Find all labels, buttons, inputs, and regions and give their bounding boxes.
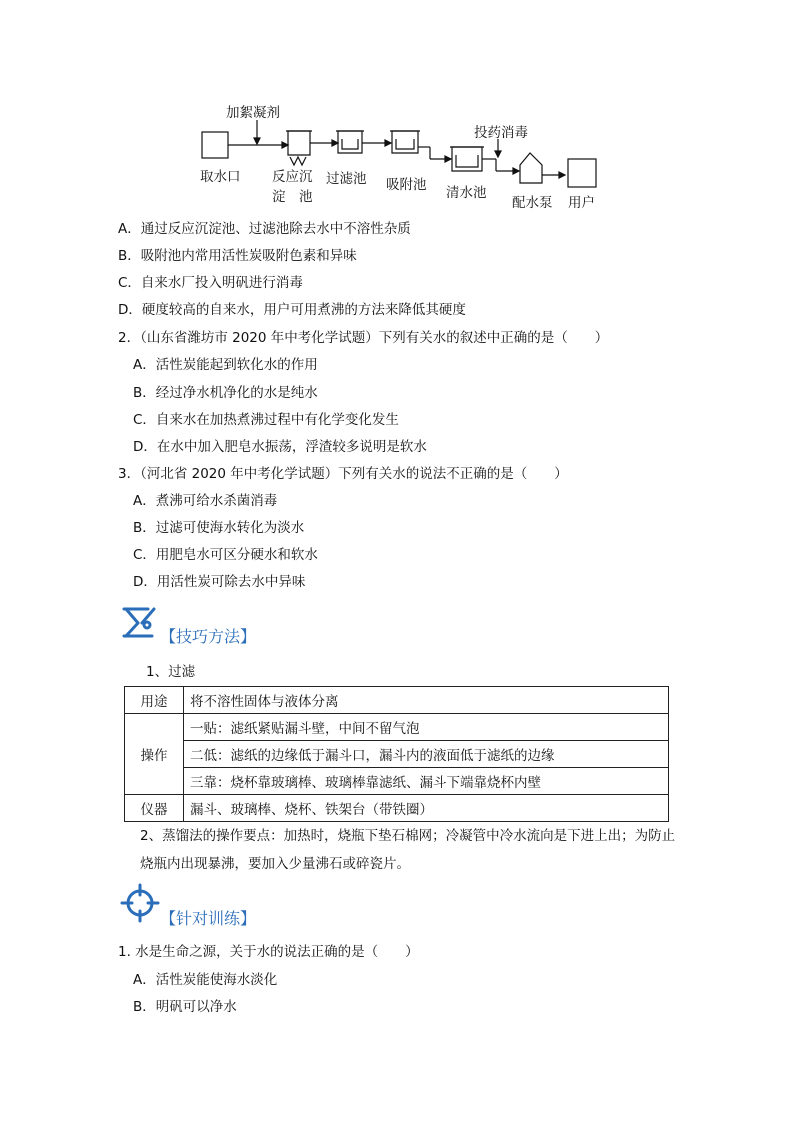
q3-option-d: D．用活性炭可除去水中异味 xyxy=(133,574,306,590)
q1-option-d: D．硬度较高的自来水，用户可用煮沸的方法来降低其硬度 xyxy=(118,302,466,318)
table-row xyxy=(125,768,669,795)
skills-title: 【技巧方法】 xyxy=(160,627,257,646)
q2-option-b: B．经过净水机净化的水是纯水 xyxy=(133,385,318,401)
flocculant-label: 加絮凝剂 xyxy=(226,105,280,121)
operation-2: 二低：滤纸的边缘低于漏斗口，漏斗内的液面低于滤纸的边缘 xyxy=(184,741,669,768)
q2-option-c: C．自来水在加热煮沸过程中有化学变化发生 xyxy=(133,412,399,428)
pump-shape xyxy=(520,153,542,183)
stage-clean-water: 清水池 xyxy=(446,185,487,201)
q2-option-a: A．活性炭能起到软化水的作用 xyxy=(133,357,318,373)
table-row xyxy=(125,741,669,768)
use-label: 用途 xyxy=(125,687,184,714)
water-treatment-diagram xyxy=(190,95,610,215)
filtration-table xyxy=(124,686,669,822)
stage-filter: 过滤池 xyxy=(326,171,367,187)
q1-option-c: C．自来水厂投入明矾进行消毒 xyxy=(118,275,303,291)
stage-reaction-1: 反应沉 xyxy=(272,169,313,185)
use-value: 将不溶性固体与液体分离 xyxy=(184,687,669,714)
stage-user: 用户 xyxy=(568,195,595,211)
table-row xyxy=(125,714,669,741)
training-q1-option-a: A．活性炭能使海水淡化 xyxy=(133,972,278,988)
distillation-paragraph: 2、蒸馏法的操作要点：加热时，烧瓶下垫石棉网；冷凝管中冷水流向是下进上出；为防止烧瓶内出现暴沸，要加入少量沸石或碎瓷片。 xyxy=(140,828,676,872)
disinfect-label: 投药消毒 xyxy=(474,125,528,141)
stage-pump: 配水泵 xyxy=(512,195,553,211)
skills-item-1: 1、过滤 xyxy=(146,664,196,680)
q3-option-b: B．过滤可使海水转化为淡水 xyxy=(133,520,305,536)
operation-3: 三靠：烧杯靠玻璃棒、玻璃棒靠滤纸、漏斗下端靠烧杯内壁 xyxy=(184,768,669,795)
target-icon xyxy=(120,883,160,923)
operation-1: 一贴：滤纸紧贴漏斗壁，中间不留气泡 xyxy=(184,714,669,741)
user-box xyxy=(568,159,596,187)
stage-reaction-2: 淀 池 xyxy=(272,189,313,205)
table-row xyxy=(125,687,669,714)
q3-option-c: C．用肥皂水可区分硬水和软水 xyxy=(133,547,318,563)
intake-box xyxy=(202,132,228,158)
operation-label: 操作 xyxy=(125,714,184,795)
training-title: 【针对训练】 xyxy=(160,909,257,928)
q3-stem: 3．（河北省 2020 年中考化学试题）下列有关水的说法不正确的是（ ） xyxy=(118,466,568,482)
stage-intake: 取水口 xyxy=(200,169,241,185)
table-row xyxy=(125,795,669,822)
q1-option-a: A．通过反应沉淀池、过滤池除去水中不溶性杂质 xyxy=(118,221,411,237)
q1-option-b: B．吸附池内常用活性炭吸附色素和异味 xyxy=(118,248,357,264)
stage-adsorption: 吸附池 xyxy=(386,177,427,193)
q3-option-a: A．煮沸可给水杀菌消毒 xyxy=(133,493,278,509)
q2-option-d: D．在水中加入肥皂水振荡，浮渣较多说明是软水 xyxy=(133,439,427,455)
training-q1-option-b: B．明矾可以净水 xyxy=(133,999,237,1015)
instrument-value: 漏斗、玻璃棒、烧杯、铁架台（带铁圈） xyxy=(184,795,669,822)
reaction-tank xyxy=(288,131,310,155)
instrument-label: 仪器 xyxy=(125,795,184,822)
skills-icon xyxy=(118,603,158,643)
q2-stem: 2．（山东省潍坊市 2020 年中考化学试题）下列有关水的叙述中正确的是（ ） xyxy=(118,330,609,346)
training-q1-stem: 1. 水是生命之源，关于水的说法正确的是（ ） xyxy=(118,944,419,960)
